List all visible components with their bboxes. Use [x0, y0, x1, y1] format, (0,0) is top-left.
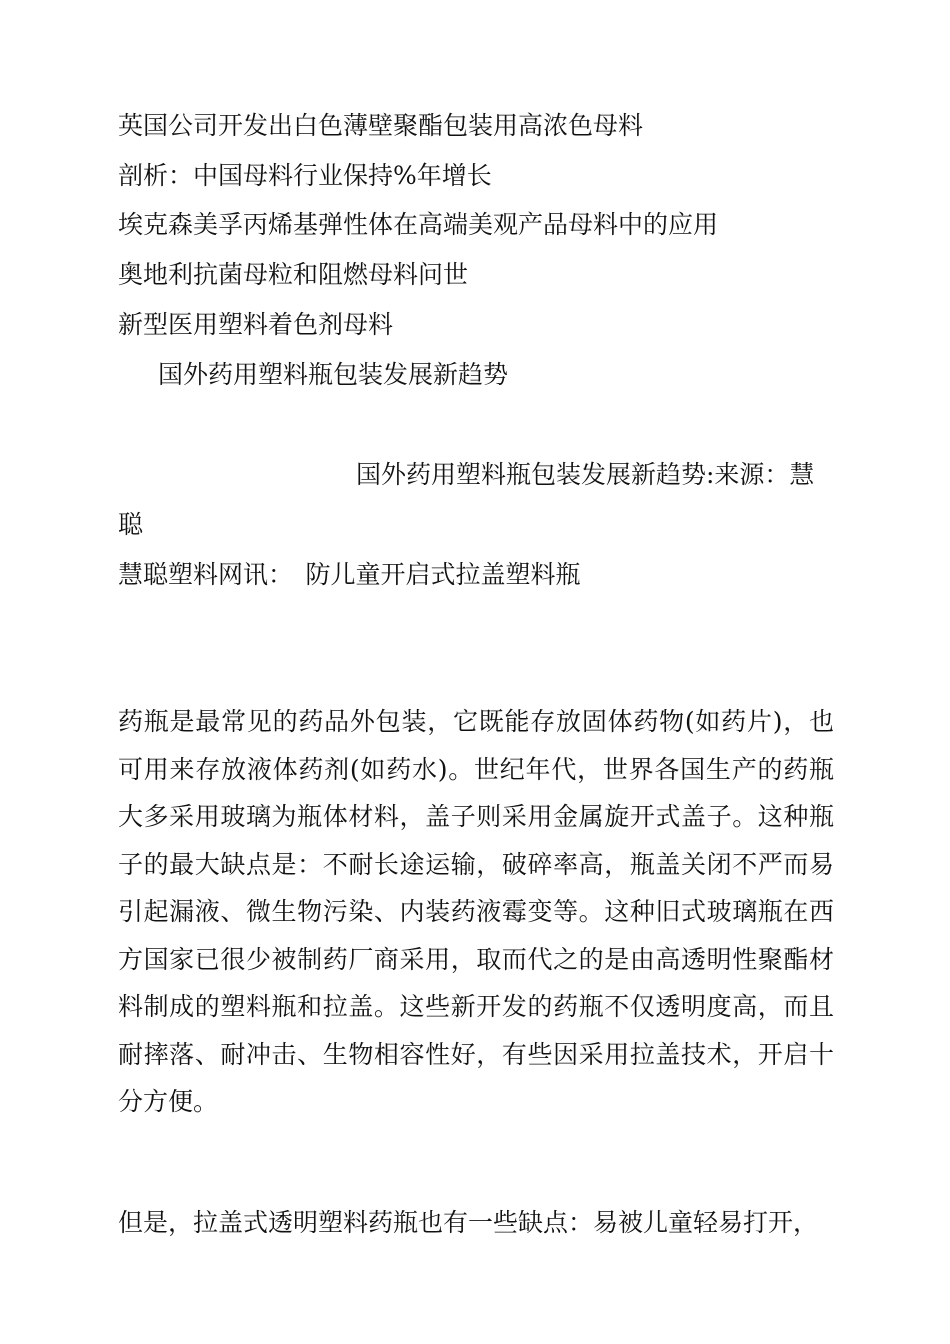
article-subtitle: 慧聪塑料网讯： 防儿童开启式拉盖塑料瓶 [118, 560, 581, 589]
headline-3: 埃克森美孚丙烯基弹性体在高端美观产品母料中的应用 [118, 210, 719, 239]
article-paragraph-2: 但是，拉盖式透明塑料药瓶也有一些缺点：易被儿童轻易打开， [118, 1208, 819, 1237]
headline-1: 英国公司开发出白色薄壁聚酯包装用高浓色母料 [118, 111, 644, 140]
headline-4: 奥地利抗菌母粒和阻燃母料问世 [118, 260, 469, 289]
headline-2: 剖析：中国母料行业保持%年增长 [118, 161, 492, 190]
article-source-continued: 聪 [118, 510, 144, 539]
article-paragraph-1: 药瓶是最常见的药品外包装，它既能存放固体药物(如药片)，也可用来存放液体药剂(如药水)。世纪年代，世界各国生产的药瓶大多采用玻璃为瓶体材料，盖子则采用金属旋开式盖子。这种瓶子的最大缺点是：不耐长途运输，破碎率高，瓶盖关闭不严而易引起漏液、微生物污染、内装药液霉变等。这种旧式玻璃瓶在西方国家已很少被制药厂商采用，取而代之的是由高透明性聚酯材料制成的塑料瓶和拉盖。这些新开发的药瓶不仅透明度高，而且耐摔落、耐冲击、生物相容性好，有些因采用拉盖技术，开启十分方便。 [118, 707, 834, 1116]
article-source: 国外药用塑料瓶包装发展新趋势:来源：慧 [356, 460, 815, 489]
headline-5: 新型医用塑料着色剂母料 [118, 310, 394, 339]
article-title: 国外药用塑料瓶包装发展新趋势 [158, 360, 509, 389]
